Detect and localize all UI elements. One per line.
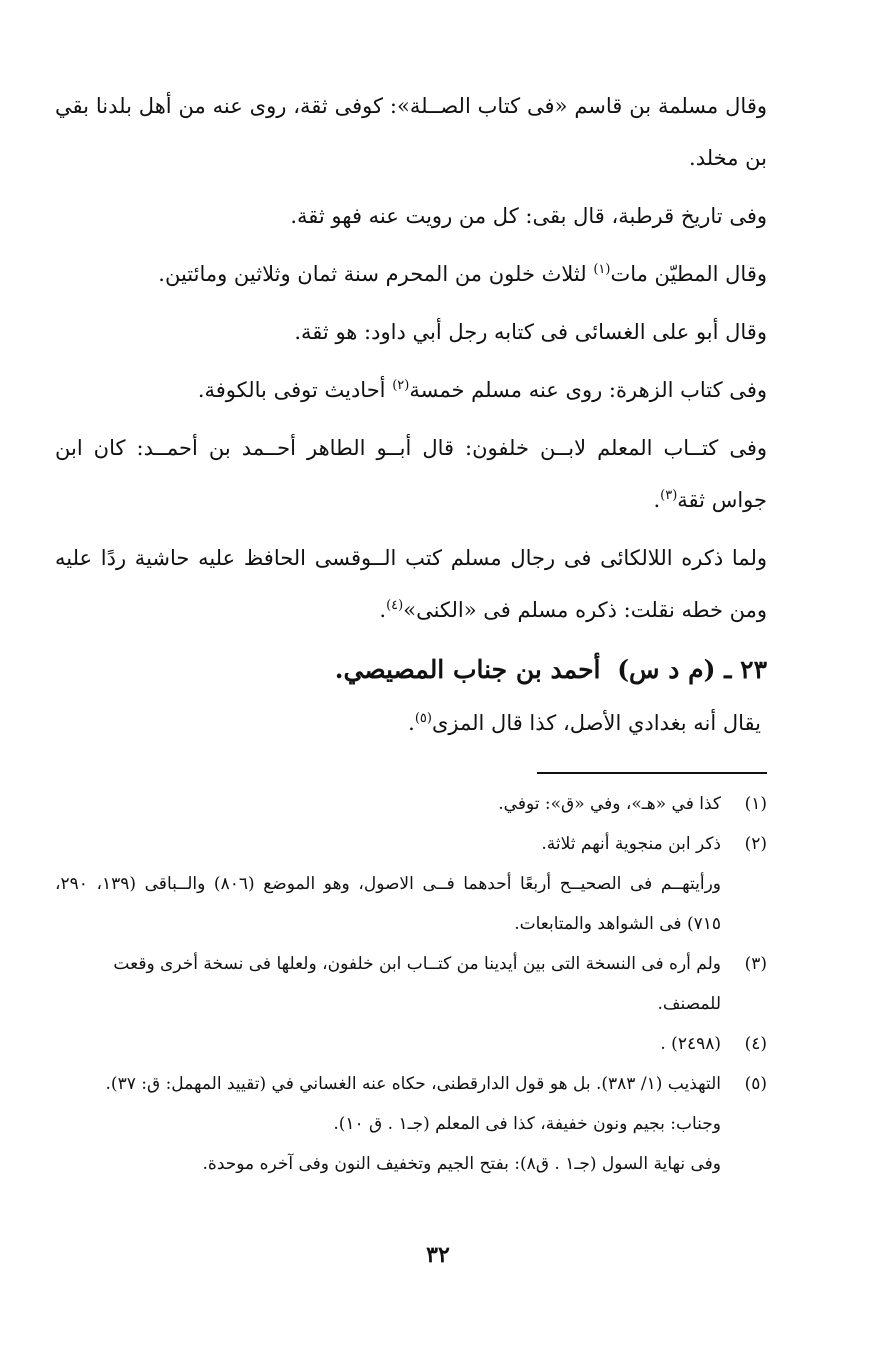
footnote-continuation: وجناب: بجيم ونون خفيفة، كذا فى المعلم (جـ١ . ق ١٠).: [333, 1114, 721, 1134]
footnote-number: (٢): [744, 834, 767, 854]
paragraph-text: يقال أنه بغدادي الأصل، كذا قال المزى: [431, 711, 761, 735]
paragraph-lalikai: [55, 532, 767, 636]
paragraph-baghdadi: [55, 698, 767, 748]
footnote-item: [55, 824, 767, 944]
footnote-separator: [537, 772, 767, 774]
footnote-marker[interactable]: (٤): [386, 598, 404, 613]
footnote-number: (٣): [744, 954, 767, 974]
footnote-text: ذكر ابن منجوية أنهم ثلاثة.: [541, 834, 721, 854]
paragraph-maslama: [55, 80, 767, 184]
paragraph-text: .: [653, 488, 661, 512]
paragraph-text: وفى تاريخ قرطبة، قال بقى: كل من رويت عنه فهو ثقة.: [290, 204, 767, 228]
entry-heading: [55, 642, 767, 698]
footnote-line: [55, 824, 767, 864]
paragraph-text: لثلاث خلون من المحرم سنة ثمان وثلاثين ومائتين.: [158, 262, 594, 286]
footnote-marker[interactable]: (٣): [660, 488, 678, 503]
paragraph-text: وقال أبو على الغسائى فى كتابه رجل أبي داود: هو ثقة.: [294, 320, 767, 344]
footnote-item: [55, 944, 767, 1024]
paragraph-text: ولما ذكره اللالكائى فى رجال مسلم كتب الــوقسى الحافظ عليه حاشية ردًا عليه ومن خطه نقلت: ذكره مسلم فى «الكنى»: [55, 546, 767, 622]
paragraph-text: أحاديث توفى بالكوفة.: [197, 378, 393, 402]
footnote-text: كذا في «هـ»، وفي «ق»: توفي.: [498, 794, 721, 814]
footnote-marker[interactable]: (٥): [414, 711, 432, 726]
paragraph-zahra: [55, 364, 767, 416]
paragraph-qurtuba: [55, 190, 767, 242]
page-number: ٣٢: [426, 1242, 450, 1268]
footnote-continuation: وفى نهاية السول (جـ١ . ق٨): بفتح الجيم وتخفيف النون وفى آخره موحدة.: [202, 1154, 721, 1174]
footnote-text: (٢٤٩٨) .: [660, 1034, 721, 1054]
footnote-continuation: ورأيتهــم فى الصحيــح أربعًا أحدهما فــى الاصول، وهو الموضع (٨٠٦) والــباقى (١٣٩، ٢٩٠، ٧١٥) فى الشواهد والمتابعات.: [55, 874, 721, 934]
footnote-number: (٤): [744, 1034, 767, 1054]
footnote-text: التهذيب (١/ ٣٨٣). بل هو قول الدارقطنى، حكاه عنه الغساني في (تقييد المهمل: ق: ٣٧).: [105, 1074, 721, 1094]
footnote-item: [55, 784, 767, 824]
footnote-item: [55, 1024, 767, 1064]
paragraph-text: .: [379, 598, 387, 622]
page-content: [55, 80, 767, 1184]
footnote-marker[interactable]: (٢): [392, 378, 410, 393]
footnote-line: [55, 1064, 767, 1104]
paragraph-text: وفى كتــاب المعلم لابــن خلفون: قال أبــو الطاهر أحــمد بن أحمــد: كان ابن جواس ثقة: [55, 436, 767, 512]
footnote-item: [55, 1064, 767, 1184]
footnote-line: [55, 944, 767, 1024]
footnotes: [55, 784, 767, 1184]
footnote-line: [55, 784, 767, 824]
paragraph-text: وقال المطيّن مات: [610, 262, 767, 286]
paragraph-ghassani: [55, 306, 767, 358]
footnote-number: (٥): [744, 1074, 767, 1094]
footnote-marker[interactable]: (١): [593, 262, 611, 277]
paragraph-mutayyin: [55, 248, 767, 300]
footnote-line: [55, 1024, 767, 1064]
entry-number: ٢٣ ـ (م د س): [617, 655, 767, 684]
paragraph-muallim: [55, 422, 767, 526]
entry-name: أحمد بن جناب المصيصي.: [334, 655, 601, 684]
footnote-text: ولم أره فى النسخة التى بين أيدينا من كتــاب ابن خلفون، ولعلها فى نسخة أخرى وقعت للمصنف.: [113, 954, 721, 1014]
paragraph-text: .: [408, 711, 415, 735]
paragraph-text: وقال مسلمة بن قاسم «فى كتاب الصــلة»: كوفى ثقة، روى عنه من أهل بلدنا بقي بن مخلد.: [55, 94, 767, 170]
footnote-number: (١): [744, 794, 767, 814]
paragraph-text: وفى كتاب الزهرة: روى عنه مسلم خمسة: [409, 378, 767, 402]
